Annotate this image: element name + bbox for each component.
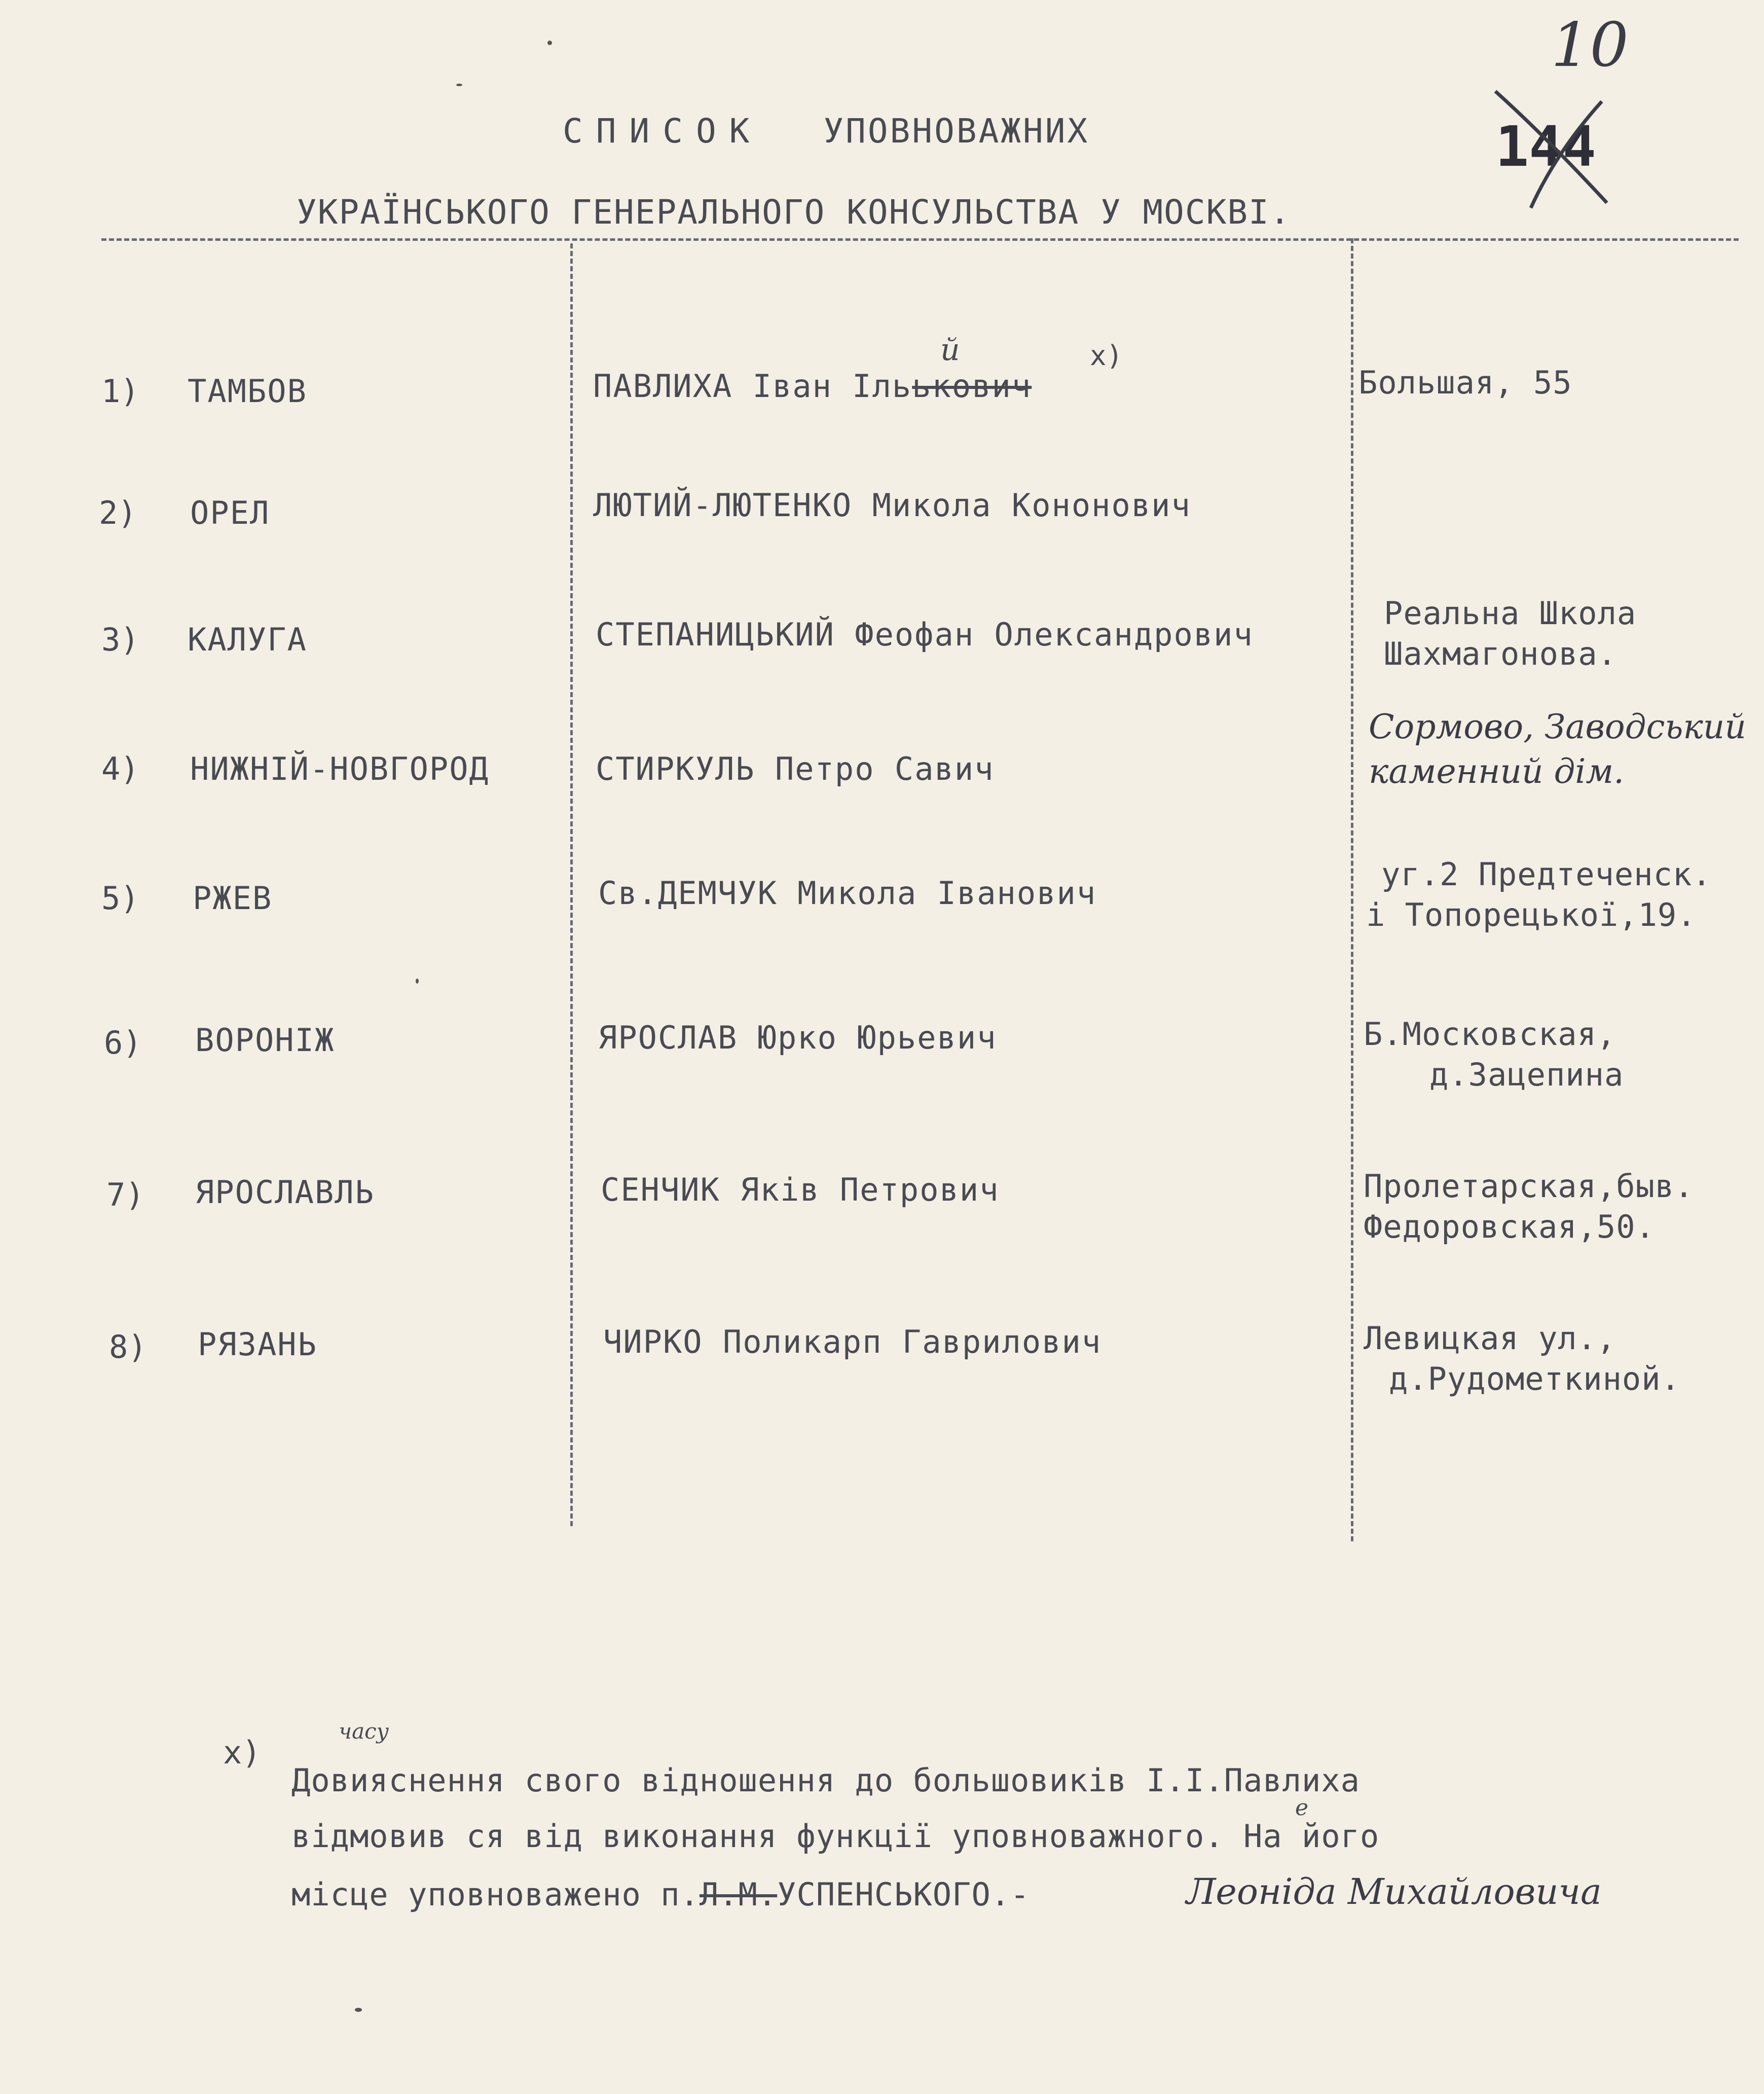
representative-name: ЧИРКО Поликарп Гаврилович <box>603 1323 1102 1360</box>
handwritten-name: Леоніда Михайловича <box>1186 1871 1602 1912</box>
ink-speck <box>547 41 552 45</box>
row-number: 3) <box>101 621 139 658</box>
footnote-marker: x) <box>1090 340 1123 372</box>
representative-name: Св.ДЕМЧУК Микола Іванович <box>598 875 1097 912</box>
city: НИЖНІЙ-НОВГОРОД <box>190 750 489 787</box>
representative-name: СТИРКУЛЬ Петро Савич <box>596 750 995 787</box>
representative-name: ЯРОСЛАВ Юрко Юрьевич <box>598 1019 997 1056</box>
title-line-2: УКРАЇНСЬКОГО ГЕНЕРАЛЬНОГО КОНСУЛЬСТВА У МОСКВІ. <box>297 193 1291 232</box>
column-divider-1 <box>570 243 573 1526</box>
ink-speck <box>355 2008 362 2012</box>
city: ОРЕЛ <box>190 494 270 531</box>
row-number: 8) <box>109 1328 147 1365</box>
representative-name: СТЕПАНИЦЬКИЙ Феофан Олександрович <box>596 616 1254 653</box>
city: РЯЗАНЬ <box>198 1326 317 1363</box>
row-number: 4) <box>101 750 139 787</box>
address: уг.2 Предтеченск. і Топорецької,19. <box>1366 856 1712 933</box>
representative-name: СЕНЧИК Яків Петрович <box>601 1171 1000 1208</box>
table-top-rule <box>101 238 1739 241</box>
footnote-line-2: відмовив ся від виконання функції уповноважного. На його <box>291 1818 1380 1855</box>
handwritten-insert-i: й <box>940 332 960 368</box>
address: Большая, 55 <box>1358 364 1572 401</box>
footnote-line-3: місце уповноважено п.Л.М.УСПЕНСЬКОГО.- <box>291 1876 1030 1913</box>
original-page-number: 144 <box>1495 114 1596 179</box>
row-number: 1) <box>101 373 139 410</box>
address: Левицкая ул., д.Рудометкиной. <box>1364 1320 1680 1397</box>
footnote-line-1: Довияснення свого відношення до большовиків І.І.Павлиха <box>291 1762 1360 1799</box>
ink-speck <box>456 84 462 86</box>
footnote-marker: x) <box>223 1734 261 1771</box>
handwritten-insert-e: е <box>1295 1795 1309 1821</box>
page-number-cross-out <box>1485 81 1617 213</box>
representative-name: ЛЮТИЙ-ЛЮТЕНКО Микола Кононович <box>593 487 1191 524</box>
handwritten-page-number: 10 <box>1551 10 1629 81</box>
city: КАЛУГА <box>188 621 307 658</box>
representative-name: ПАВЛИХА Іван Ільькович <box>593 368 1032 405</box>
address: Реальна Школа Шахмагонова. <box>1384 595 1637 672</box>
row-number: 7) <box>106 1176 144 1213</box>
city: ЯРОСЛАВЛЬ <box>195 1174 375 1211</box>
ink-speck <box>416 979 419 984</box>
column-divider-2 <box>1351 238 1353 1541</box>
row-number: 6) <box>104 1024 142 1061</box>
row-number: 5) <box>101 880 139 917</box>
city: РЖЕВ <box>193 880 273 917</box>
address: Пролетарская,быв. Федоровская,50. <box>1364 1168 1694 1245</box>
city: ВОРОНІЖ <box>195 1022 335 1059</box>
city: ТАМБОВ <box>188 373 307 410</box>
row-number: 2) <box>99 494 137 531</box>
address: Б.Московская, д.Зацепина <box>1364 1016 1624 1093</box>
handwritten-address: Сормово, Заводський каменний дім. <box>1369 707 1746 791</box>
handwritten-insert-chasu: часу <box>339 1719 389 1744</box>
title-line-1: СПИСОК УПОВНОВАЖНИХ <box>563 112 1090 151</box>
